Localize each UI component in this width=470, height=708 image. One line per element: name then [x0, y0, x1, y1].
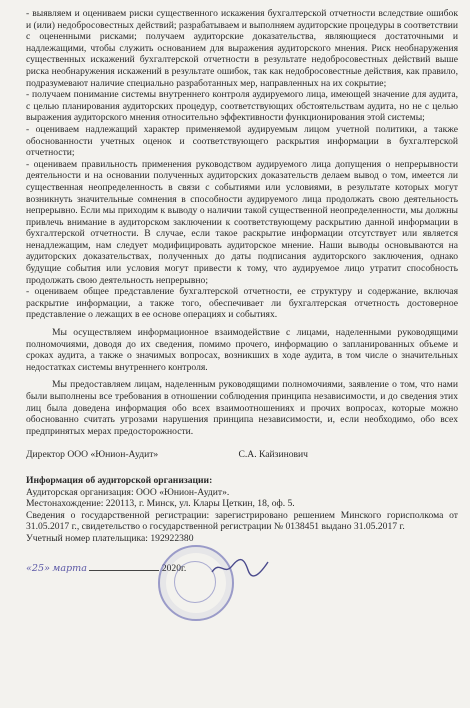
signature-line [26, 449, 458, 461]
auditor-registration: Сведения о государственной регистрации: зарегистрировано решением Минского горисполкома от 31.05.2017 г., свидетельство о государственной регистрации № 0138451 выдано 31.05.2017 г. [26, 509, 458, 533]
date-line [26, 561, 458, 575]
date-blank [89, 561, 159, 571]
auditor-org: Аудиторская организация: ООО «Юнион-Аудит». [26, 486, 230, 498]
signatory-name: С.А. Кайзинович [238, 449, 308, 461]
paragraph-communication: Мы осуществляем информационное взаимодействие с лицами, наделенными руководящими полномочиями, доводя до их сведения, помимо прочего, информацию о запланированных объеме и сроках аудита, а также о значимых вопросах, возникших в ходе аудита, в том числе о значительных недостатках системы внутреннего контроля. [26, 327, 458, 373]
signatory-title: Директор ООО «Юнион-Аудит» [26, 449, 159, 461]
date-month: марта [52, 562, 87, 574]
date-day: «25» [26, 562, 50, 574]
paragraph-accounting-policy: - оцениваем надлежащий характер применяемой аудируемым лицом учетной политики, а также обоснованности учетных оценок и соответствующего раскрытия информации в бухгалтерской отчетности; [26, 123, 458, 159]
paragraph-independence: Мы предоставляем лицам, наделенным руководящими полномочиями, заявление о том, что нами были выполнены все требования в отношении соблюдения принципа независимости, и до сведения этих лиц была доведена информация обо всех взаимоотношениях и прочих вопросах, которые можно обоснованно считать угрозами нарушения принципа независимости, и, если необходимо, обо всех предпринятых мерах предосторожности. [26, 379, 458, 437]
paragraph-presentation: - оцениваем общее представление бухгалтерской отчетности, ее структуру и содержание, включая раскрытие информации, а также того, обеспечивает ли бухгалтерская отчетность достоверное представление о лежащих в ее основе операциях и событиях. [26, 286, 458, 321]
paragraph-internal-control: - получаем понимание системы внутреннего контроля аудируемого лица, имеющей значение для аудита, с целью планирования аудиторских процедур, соответствующих обстоятельствам аудита, но не с целью выражения аудиторского мнения относительно эффективности функционирования этой системы; [26, 89, 458, 124]
paragraph-going-concern: - оцениваем правильность применения руководством аудируемого лица допущения о непрерывности деятельности и на основании полученных аудиторских доказательств делаем вывод о том, имеется ли существенная неопределенность в связи с событиями или условиями, в результате которых могут возникнуть значительные сомнения в способности аудируемого лица продолжать свою деятельность непрерывно. Если мы приходим к выводу о наличии такой существенной неопределенности, мы должны привлечь внимание в аудиторском заключении к соответствующему раскрытию данной информации в бухгалтерской отчетности. В случае, если такое раскрытие информации отсутствует или является ненадлежащим, нам следует модифицировать аудиторское мнение. Наши выводы основываются на аудиторских доказательствах, полученных до даты подписания аудиторского заключения, однако будущие события или условия могут привести к тому, что аудируемое лицо утратит способность продолжать свою деятельность непрерывно; [26, 158, 458, 286]
date-year: 2020г. [161, 562, 187, 574]
auditor-location: Местонахождение: 220113, г. Минск, ул. Клары Цеткин, 18, оф. 5. [26, 498, 295, 510]
auditor-unp: Учетный номер плательщика: 192922380 [26, 532, 194, 544]
paragraph-risks: - выявляем и оцениваем риски существенного искажения бухгалтерской отчетности вследствие ошибок и (или) недобросовестных действий; разрабатываем и выполняем аудиторские процедуры в соответствии с оцененными рисками; получаем аудиторские доказательства, являющиеся достаточными и надлежащими, чтобы служить основанием для выражения аудиторского мнения. Риск необнаружения существенных искажений бухгалтерской отчетности в результате недобросовестных действий выше риска необнаружения искажений в результате ошибок, так как недобросовестные действия, как правило, подразумевают наличие специально разработанных мер, направленных на их сокрытие; [26, 8, 458, 89]
auditor-info-heading: Информация об аудиторской организации: [26, 474, 213, 486]
